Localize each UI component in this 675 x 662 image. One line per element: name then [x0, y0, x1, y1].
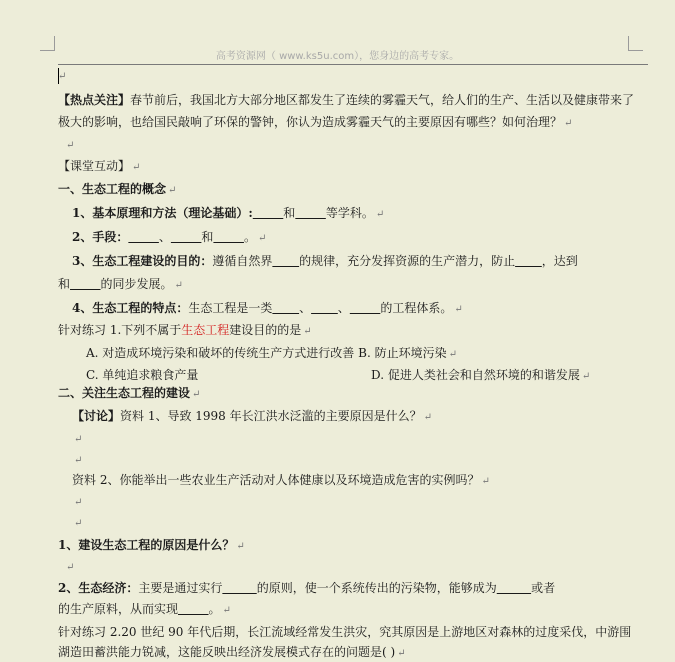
classroom-heading[interactable] — [58, 158, 648, 176]
blank-field[interactable] — [497, 581, 531, 595]
header-rule — [58, 64, 648, 65]
blank-field[interactable] — [272, 254, 299, 268]
paragraph-mark-icon: ↵ — [303, 326, 312, 337]
paragraph-mark-icon: ↵ — [564, 118, 573, 129]
empty-paragraph[interactable] — [64, 558, 654, 576]
empty-paragraph[interactable] — [72, 493, 662, 511]
question-1-text: 1、建设生态工程的原因是什么？ — [58, 538, 235, 552]
eco-a: 主要是通过实行 — [138, 581, 223, 595]
paragraph-mark-icon: ↵ — [192, 389, 201, 400]
paragraph-mark-icon: ↵ — [222, 605, 231, 616]
paragraph-mark-icon: ↵ — [66, 140, 75, 151]
option-d-line[interactable] — [371, 367, 651, 385]
question-1-line[interactable] — [58, 537, 648, 555]
blank-field[interactable] — [272, 301, 299, 315]
item-3-line-2[interactable] — [58, 276, 648, 294]
item-4-sep: 、 — [299, 301, 312, 315]
practice-1-question[interactable] — [58, 322, 648, 340]
paragraph-mark-icon: ↵ — [236, 541, 245, 552]
item-4-a: 生态工程是一类 — [188, 301, 273, 315]
hot-topic-line-1[interactable] — [58, 92, 648, 108]
practice-2-text-2: 湖造田蓄洪能力锐减，这能反映出经济发展模式存在的问题是( ) — [58, 645, 396, 659]
section-2-title[interactable] — [58, 385, 648, 403]
paragraph-mark-icon: ↵ — [74, 518, 83, 529]
classroom-label: 【课堂互动】 — [58, 159, 131, 173]
section-1-title-text: 一、生态工程的概念 — [58, 182, 167, 196]
paragraph-mark-icon: ↵ — [74, 455, 83, 466]
item-4-label: 4、生态工程的特点： — [72, 301, 189, 315]
paragraph-mark-icon: ↵ — [58, 71, 67, 82]
options-ab[interactable] — [86, 345, 675, 363]
practice-2-text-1: 针对练习 2.20 世纪 90 年代后期，长江流域经常发生洪灾，究其原因是上游地区对森林的过度采伐，中游围 — [58, 625, 632, 639]
paragraph-mark-icon: ↵ — [481, 476, 490, 487]
item-2-end: 。 — [243, 230, 256, 244]
practice-2-line-1[interactable] — [58, 624, 648, 640]
hot-topic-label: 【热点关注】 — [58, 93, 131, 107]
paragraph-mark-icon: ↵ — [257, 233, 267, 244]
blank-field[interactable] — [213, 230, 244, 244]
practice-1-text-b: 建设目的的是 — [229, 323, 302, 337]
paragraph-mark-icon: ↵ — [375, 209, 385, 220]
blank-field[interactable] — [222, 581, 256, 595]
blank-field[interactable] — [171, 230, 202, 244]
paragraph-mark-icon: ↵ — [66, 562, 75, 573]
discussion-text: 资料 1、导致 1998 年长江洪水泛滥的主要原因是什么？ — [120, 409, 422, 423]
item-1-label: 1、基本原理和方法（理论基础）: — [72, 206, 253, 220]
blank-field[interactable] — [253, 206, 284, 220]
empty-paragraph[interactable] — [72, 430, 662, 448]
paragraph-mark-icon: ↵ — [581, 371, 591, 382]
empty-paragraph[interactable] — [72, 451, 662, 469]
eco-economy-line-1[interactable] — [58, 580, 648, 596]
practice-1-highlight: 生态工程 — [181, 323, 230, 337]
item-1-line[interactable] — [72, 205, 662, 223]
practice-1-text-a: 针对练习 1.下列不属于 — [58, 323, 182, 337]
item-3-c: ，达到 — [541, 254, 578, 268]
item-2-and: 和 — [201, 230, 214, 244]
blank-field[interactable] — [350, 301, 381, 315]
item-2-line[interactable] — [72, 229, 662, 247]
eco-e: 。 — [208, 602, 221, 616]
option-a[interactable]: A. 对造成环境污染和破坏的传统生产方式进行改善 — [86, 346, 355, 360]
blank-field[interactable] — [178, 602, 209, 616]
paragraph-mark-icon: ↵ — [168, 185, 177, 196]
empty-paragraph[interactable] — [58, 67, 648, 85]
material-2-text: 资料 2、你能举出一些农业生产活动对人体健康以及环境造成危害的实例吗？ — [72, 473, 480, 487]
option-c[interactable]: C. 单纯追求粮食产量 — [86, 368, 199, 382]
hot-topic-text-1: 春节前后，我国北方大部分地区都发生了连续的雾霾天气，给人们的生产、生活以及健康带来了 — [130, 93, 635, 107]
paragraph-mark-icon: ↵ — [448, 349, 457, 360]
eco-economy-label: 2、生态经济： — [58, 581, 139, 595]
paragraph-mark-icon: ↵ — [397, 648, 406, 659]
paragraph-mark-icon: ↵ — [74, 497, 83, 508]
eco-c: 或者 — [531, 581, 556, 595]
section-1-title[interactable] — [58, 181, 648, 199]
material-2-line[interactable] — [72, 472, 662, 490]
option-d[interactable]: D. 促进人类社会和自然环境的和谐发展 — [371, 368, 580, 382]
practice-2-line-2[interactable] — [58, 644, 648, 662]
blank-field[interactable] — [295, 206, 326, 220]
item-3-line[interactable] — [72, 253, 662, 269]
item-3-d: 和 — [58, 277, 71, 291]
blank-field[interactable] — [70, 277, 101, 291]
hot-topic-line-2[interactable] — [58, 114, 648, 132]
paragraph-mark-icon: ↵ — [423, 412, 433, 423]
hot-topic-text-2: 极大的影响，也给国民敲响了环保的警钟，你认为造成雾霾天气的主要原因有哪些？如何治理？ — [58, 115, 563, 129]
empty-paragraph[interactable] — [64, 136, 654, 154]
discussion-line[interactable] — [72, 408, 662, 426]
item-2-sep: 、 — [158, 230, 171, 244]
item-4-b: 的工程体系。 — [380, 301, 453, 315]
item-1-tail: 等学科。 — [325, 206, 374, 220]
section-2-title-text: 二、关注生态工程的建设 — [58, 386, 191, 400]
paragraph-mark-icon: ↵ — [454, 304, 463, 315]
eco-d: 的生产原料，从而实现 — [58, 602, 179, 616]
blank-field[interactable] — [515, 254, 542, 268]
item-4-sep: 、 — [337, 301, 350, 315]
item-3-label: 3、生态工程建设的目的： — [72, 254, 213, 268]
empty-paragraph[interactable] — [72, 514, 662, 532]
item-3-b: 的规律，充分发挥资源的生产潜力，防止 — [299, 254, 516, 268]
blank-field[interactable] — [128, 230, 159, 244]
discussion-label: 【讨论】 — [72, 409, 121, 423]
paragraph-mark-icon: ↵ — [132, 162, 141, 173]
item-2-label: 2、手段： — [72, 230, 129, 244]
page-header: 高考资源网（ www.ks5u.com），您身边的高考专家。 — [215, 51, 460, 62]
item-1-and: 和 — [283, 206, 296, 220]
paragraph-mark-icon: ↵ — [174, 280, 183, 291]
item-3-e: 的同步发展。 — [100, 277, 173, 291]
eco-b: 的原则，使一个系统传出的污染物，能够成为 — [256, 581, 497, 595]
item-4-line[interactable] — [72, 300, 662, 318]
eco-economy-line-2[interactable] — [58, 601, 648, 619]
blank-field[interactable] — [311, 301, 338, 315]
option-b[interactable]: B. 防止环境污染 — [358, 346, 447, 360]
item-3-a: 遵循自然界 — [212, 254, 273, 268]
paragraph-mark-icon: ↵ — [74, 434, 83, 445]
